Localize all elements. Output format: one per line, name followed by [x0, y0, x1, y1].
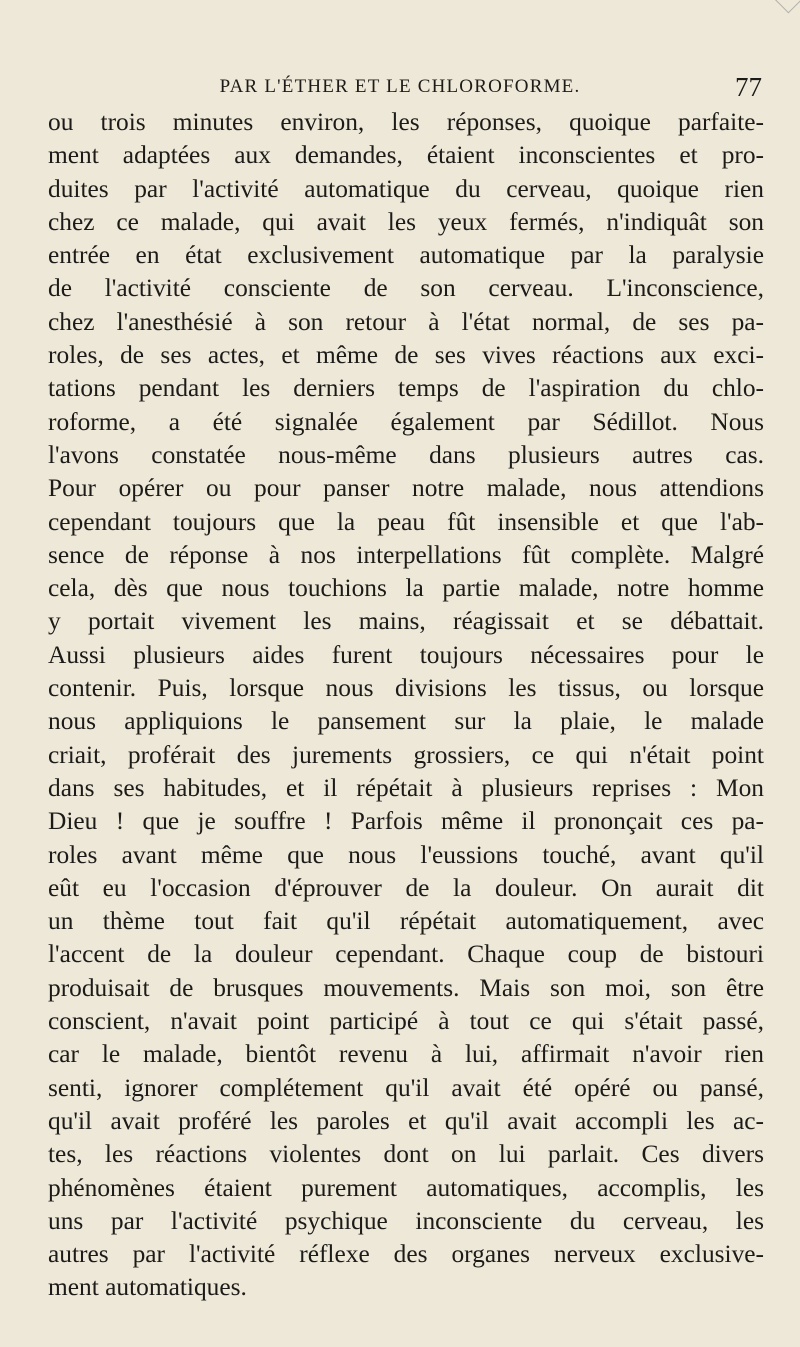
text-line: qu'il avait proféré les paroles et qu'il avait accompli les ac- [48, 1106, 764, 1135]
text-line: ment automatiques. [48, 1273, 247, 1302]
text-line: contenir. Puis, lorsque nous divisions les tissus, ou lorsque [48, 674, 764, 703]
text-line: roles, de ses actes, et même de ses vives réactions aux exci- [48, 341, 764, 370]
text-line: tations pendant les derniers temps de l'aspiration du chlo- [48, 374, 764, 403]
body-paragraph [48, 106, 764, 1305]
text-line: phénomènes étaient purement automatiques, accomplis, les [48, 1173, 764, 1202]
text-line: y portait vivement les mains, réagissait et se débattait. [48, 607, 764, 636]
text-line: produisait de brusques mouvements. Mais son moi, son être [48, 973, 764, 1002]
text-line: car le malade, bientôt revenu à lui, affirmait n'avoir rien [48, 1040, 764, 1069]
text-line: ou trois minutes environ, les réponses, quoique parfaite- [48, 108, 764, 136]
text-line: roles avant même que nous l'eussions touché, avant qu'il [48, 840, 764, 869]
text-line: nous appliquions le pansement sur la plaie, le malade [48, 707, 764, 736]
text-line: chez ce malade, qui avait les yeux fermés, n'indiquât son [48, 207, 764, 236]
text-line: de l'activité consciente de son cerveau. L'inconscience, [48, 274, 764, 303]
text-line: un thème tout fait qu'il répétait automatiquement, avec [48, 907, 764, 936]
text-line: cela, dès que nous touchions la partie malade, notre homme [48, 574, 764, 603]
running-title: PAR L'ÉTHER ET LE CHLOROFORME. [219, 76, 581, 97]
text-line: uns par l'activité psychique inconsciente du cerveau, les [48, 1206, 764, 1235]
page-number: 77 [735, 72, 762, 102]
text-line: l'accent de la douleur cependant. Chaque coup de bistouri [48, 940, 764, 969]
text-line: criait, proférait des jurements grossiers, ce qui n'était point [48, 740, 764, 769]
text-line: dans ses habitudes, et il répétait à plusieurs reprises : Mon [48, 773, 764, 802]
text-line: cependant toujours que la peau fût insensible et que l'ab- [48, 507, 764, 536]
text-line: eût eu l'occasion d'éprouver de la douleur. On aurait dit [48, 873, 764, 902]
page-corner-fold-mark [775, 0, 800, 13]
text-line: l'avons constatée nous-même dans plusieurs autres cas. [48, 440, 764, 469]
text-line: entrée en état exclusivement automatique par la paralysie [48, 241, 764, 270]
text-line: Pour opérer ou pour panser notre malade, nous attendions [48, 474, 764, 503]
text-line: tes, les réactions violentes dont on lui parlait. Ces divers [48, 1140, 764, 1169]
text-line: sence de réponse à nos interpellations fût complète. Malgré [48, 540, 764, 569]
text-line: Dieu ! que je souffre ! Parfois même il prononçait ces pa- [48, 807, 764, 836]
text-line: conscient, n'avait point participé à tout ce qui s'était passé, [48, 1007, 764, 1036]
text-line: chez l'anesthésié à son retour à l'état normal, de ses pa- [48, 307, 764, 336]
text-line: senti, ignorer complétement qu'il avait été opéré ou pansé, [48, 1073, 764, 1102]
text-line: duites par l'activité automatique du cerveau, quoique rien [48, 174, 764, 203]
text-line: ment adaptées aux demandes, étaient inconscientes et pro- [48, 141, 764, 170]
text-line: Aussi plusieurs aides furent toujours nécessaires pour le [48, 640, 764, 669]
text-line: roforme, a été signalée également par Sédillot. Nous [48, 407, 764, 436]
text-line: autres par l'activité réflexe des organes nerveux exclusive- [48, 1240, 764, 1269]
running-head [0, 74, 800, 106]
